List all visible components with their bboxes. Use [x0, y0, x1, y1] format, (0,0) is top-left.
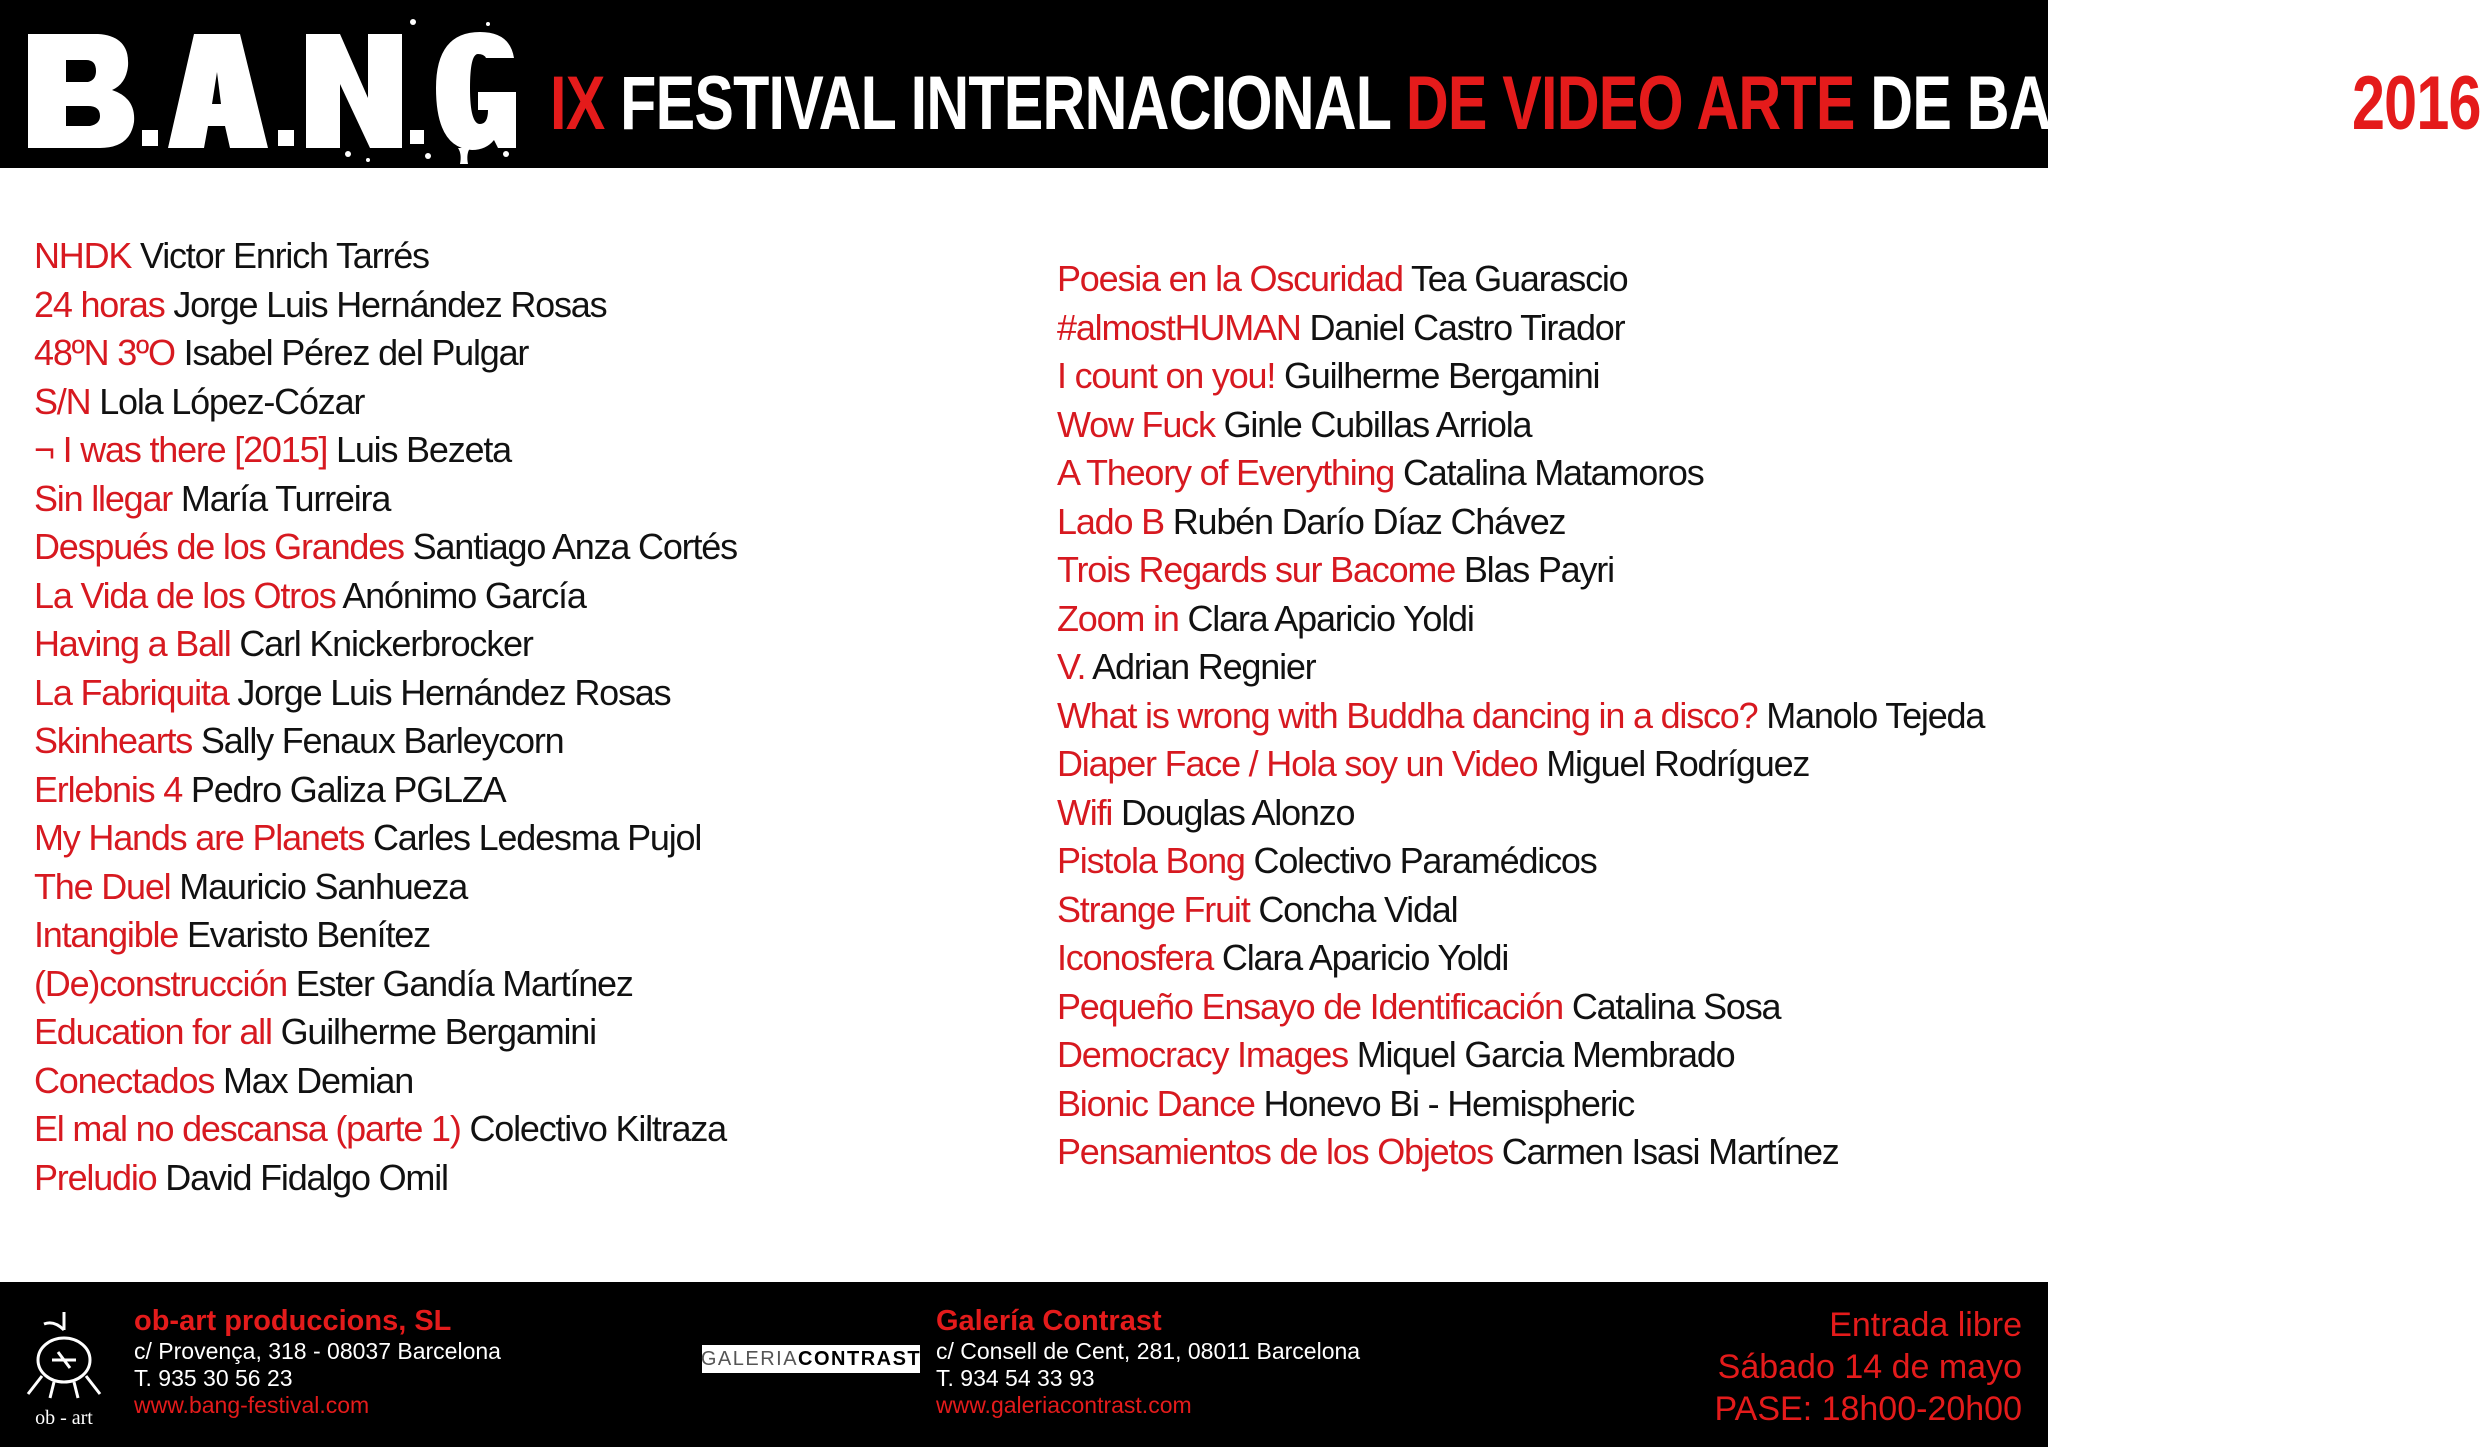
program-entry — [1057, 789, 2037, 838]
headline-year: 2016 — [2351, 61, 2481, 146]
video-title: I count on you! — [1057, 355, 1276, 396]
program-entry — [1057, 692, 2037, 741]
program-entry — [1057, 595, 2037, 644]
program-entry — [34, 1008, 1034, 1057]
video-author: Santiago Anza Cortés — [412, 526, 737, 567]
program-entry — [34, 814, 1034, 863]
video-author: Carmen Isasi Martínez — [1501, 1131, 1839, 1172]
program-entry — [34, 620, 1034, 669]
video-author: Luis Bezeta — [336, 429, 511, 470]
video-title: Conectados — [34, 1059, 215, 1101]
video-author: Clara Aparicio Yoldi — [1187, 597, 1474, 639]
gallery-name: Galería Contrast — [936, 1305, 1162, 1337]
video-title: Zoom in — [1057, 597, 1179, 639]
video-author: Colectivo Paramédicos — [1253, 840, 1597, 881]
gallery-address: c/ Consell de Cent, 281, 08011 Barcelona — [936, 1338, 1361, 1364]
program-entry — [1057, 837, 2037, 886]
headline-festival: FESTIVAL INTERNACIONAL — [604, 61, 1406, 146]
video-title: Strange Fruit — [1057, 888, 1250, 930]
program-entry — [1057, 449, 2037, 498]
program-entry — [34, 523, 1034, 572]
program-entry — [1057, 740, 2037, 789]
video-title: Pequeño Ensayo de Identificación — [1057, 985, 1563, 1027]
program-entry — [1057, 643, 2037, 692]
video-title: Lado B — [1057, 500, 1164, 542]
video-title: El mal no descansa (parte 1) — [34, 1108, 461, 1149]
video-author: Ginle Cubillas Arriola — [1223, 403, 1532, 445]
video-author: Mauricio Sanhueza — [179, 865, 468, 907]
obart-logo — [14, 1302, 114, 1432]
video-author: Pedro Galiza PGLZA — [190, 768, 506, 810]
program-entry — [34, 232, 1034, 281]
bang-logo — [18, 14, 518, 164]
video-author: Jorge Luis Hernández Rosas — [173, 283, 607, 325]
program-entry — [1057, 255, 2037, 304]
gal-logo-part1: GALERIA — [700, 1347, 799, 1370]
program-entry — [1057, 934, 2037, 983]
event-time: PASE: 18h00-20h00 — [1714, 1390, 2022, 1428]
video-author: Clara Aparicio Yoldi — [1221, 937, 1509, 978]
obart-address: c/ Provença, 318 - 08037 Barcelona — [134, 1338, 501, 1364]
program-entry — [34, 329, 1034, 378]
program-list-left — [34, 232, 1034, 1202]
video-author: Sally Fenaux Barleycorn — [200, 720, 564, 761]
program-entry — [1057, 1031, 2037, 1080]
video-title: Bionic Dance — [1057, 1082, 1255, 1124]
event-info — [1715, 1304, 2023, 1430]
video-author: Jorge Luis Hernández Rosas — [237, 671, 671, 713]
video-title: #almostHUMAN — [1057, 306, 1301, 348]
video-author: Isabel Pérez del Pulgar — [183, 332, 529, 373]
program-entry — [1057, 498, 2037, 547]
event-date: Sábado 14 de mayo — [1717, 1348, 2022, 1386]
program-entry — [1057, 401, 2037, 450]
program-entry — [1057, 352, 2037, 401]
program-entry — [34, 378, 1034, 427]
video-author: Evaristo Benítez — [186, 914, 430, 955]
video-author: Miguel Rodríguez — [1546, 743, 1810, 784]
obart-logo-text: ob - art — [35, 1407, 93, 1429]
event-admission: Entrada libre — [1829, 1306, 2022, 1344]
video-author: Guilherme Bergamini — [280, 1011, 596, 1052]
program-entry — [34, 572, 1034, 621]
video-title: Trois Regards sur Bacome — [1057, 549, 1456, 590]
program-entry — [1057, 1128, 2037, 1177]
obart-website-link[interactable]: www.bang-festival.com — [134, 1392, 370, 1418]
video-title: 24 horas — [34, 283, 165, 325]
video-title: (De)construcción — [34, 962, 287, 1004]
program-entry — [34, 281, 1034, 330]
video-title: The Duel — [34, 865, 171, 907]
video-title: Wifi — [1057, 791, 1113, 833]
video-author: Ester Gandía Martínez — [295, 962, 633, 1004]
program-entry — [34, 766, 1034, 815]
program-entry — [34, 1057, 1034, 1106]
video-title: V. — [1057, 646, 1086, 687]
video-title: ¬ I was there [2015] — [34, 429, 328, 470]
video-author: Colectivo Kiltraza — [469, 1108, 726, 1149]
program-entry — [34, 475, 1034, 524]
video-title: Education for all — [34, 1011, 272, 1052]
video-author: Catalina Sosa — [1571, 985, 1781, 1027]
obart-name: ob-art produccions, SL — [134, 1305, 452, 1337]
program-entry — [34, 426, 1034, 475]
program-entry — [34, 960, 1034, 1009]
video-title: 48ºN 3ºO — [34, 332, 175, 373]
headline-edition: IX — [550, 61, 605, 146]
program-entry — [34, 669, 1034, 718]
video-title: Después de los Grandes — [34, 526, 404, 567]
video-title: Pistola Bong — [1057, 840, 1245, 881]
gallery-phone: T. 934 54 33 93 — [936, 1365, 1095, 1391]
gal-logo-part2: CONTRAST — [798, 1347, 922, 1370]
video-author: Adrian Regnier — [1092, 646, 1316, 687]
program-entry — [1057, 304, 2037, 353]
program-entry — [34, 717, 1034, 766]
video-title: Diaper Face / Hola soy un Video — [1057, 743, 1538, 784]
program-entry — [34, 911, 1034, 960]
headline-city: DE BARCELONA — [1854, 61, 2352, 146]
video-title: Pensamientos de los Objetos — [1057, 1131, 1493, 1172]
program-entry — [34, 1105, 1034, 1154]
video-title: Erlebnis 4 — [34, 768, 183, 810]
video-title: Intangible — [34, 914, 179, 955]
video-title: La Fabriquita — [34, 671, 229, 713]
program-entry — [1057, 546, 2037, 595]
video-title: Iconosfera — [1057, 937, 1214, 978]
video-title: Democracy Images — [1057, 1034, 1348, 1075]
video-title: Wow Fuck — [1057, 403, 1215, 445]
program-entry — [34, 863, 1034, 912]
galeria-contrast-logo — [702, 1345, 920, 1373]
video-author: María Turreira — [180, 477, 391, 519]
video-author: Concha Vidal — [1258, 888, 1458, 930]
video-author: Manolo Tejeda — [1766, 694, 1985, 736]
video-title: Skinhearts — [34, 720, 193, 761]
video-title: My Hands are Planets — [34, 817, 365, 858]
program-entry — [34, 1154, 1034, 1203]
video-title: NHDK — [34, 235, 132, 276]
program-entry — [1057, 1080, 2037, 1129]
video-author: Victor Enrich Tarrés — [140, 235, 429, 276]
video-title: Preludio — [34, 1156, 157, 1198]
program-list-right — [1057, 255, 2037, 1177]
festival-headline — [550, 58, 2481, 150]
video-title: Having a Ball — [34, 623, 231, 664]
video-title: What is wrong with Buddha dancing in a disco? — [1057, 694, 1758, 736]
video-author: David Fidalgo Omil — [165, 1156, 448, 1198]
header-banner — [0, 0, 2481, 168]
video-author: Carl Knickerbrocker — [239, 623, 533, 664]
footer-bar — [0, 1282, 2048, 1447]
video-title: Sin llegar — [34, 477, 173, 519]
video-author: Lola López-Cózar — [99, 380, 365, 422]
video-title: A Theory of Everything — [1057, 452, 1395, 493]
video-title: S/N — [34, 380, 100, 422]
video-author: Max Demian — [222, 1059, 414, 1101]
video-author: Miquel Garcia Membrado — [1356, 1034, 1735, 1075]
video-author: Carles Ledesma Pujol — [372, 817, 702, 858]
obart-phone: T. 935 30 56 23 — [134, 1365, 293, 1391]
video-title: Poesia en la Oscuridad — [1057, 258, 1403, 299]
obart-contact — [134, 1304, 501, 1419]
video-author: Honevo Bi - Hemispheric — [1263, 1082, 1635, 1124]
gallery-website-link[interactable]: www.galeriacontrast.com — [936, 1392, 1192, 1418]
program-entry — [1057, 886, 2037, 935]
video-author: Douglas Alonzo — [1121, 791, 1355, 833]
video-author: Tea Guarascio — [1410, 258, 1628, 299]
video-author: Rubén Darío Díaz Chávez — [1172, 500, 1566, 542]
video-title: La Vida de los Otros — [34, 574, 336, 616]
headline-video-arte: DE VIDEO ARTE — [1405, 61, 1855, 146]
video-author: Anónimo García — [342, 574, 586, 616]
video-author: Daniel Castro Tirador — [1309, 306, 1625, 348]
program-entry — [1057, 983, 2037, 1032]
gallery-contact — [936, 1304, 1360, 1419]
video-author: Catalina Matamoros — [1402, 452, 1704, 493]
video-author: Guilherme Bergamini — [1283, 355, 1600, 396]
video-author: Blas Payri — [1463, 549, 1614, 590]
